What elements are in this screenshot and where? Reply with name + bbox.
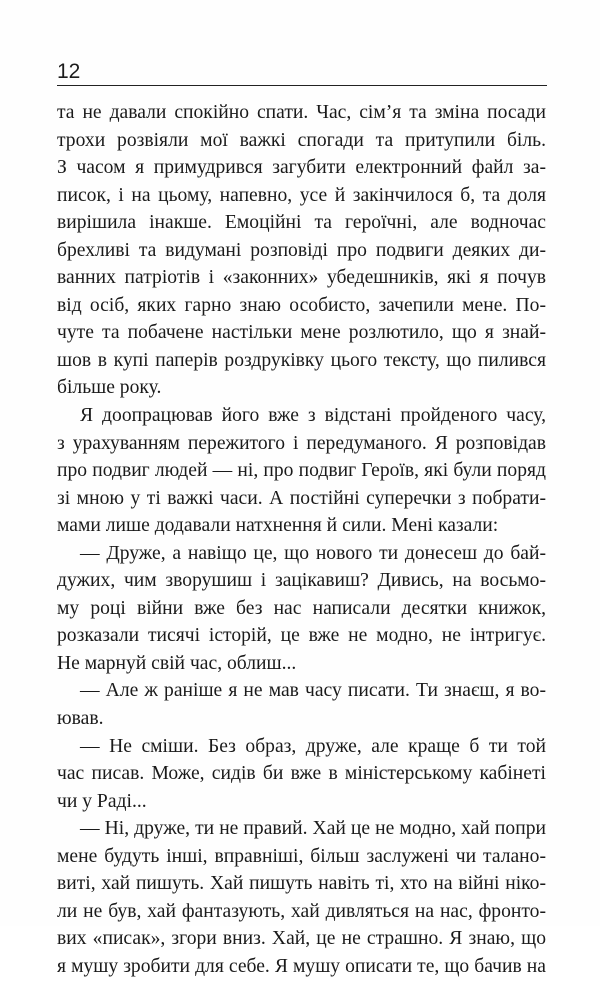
text-line: ванних патріотів і «законних» убедешників, які я почув bbox=[57, 267, 546, 289]
text-line: писок, і на цьому, напевно, усе й закінчилося б, та доля bbox=[57, 184, 546, 206]
text-line: Я доопрацював його вже з відстані пройденого часу, bbox=[80, 405, 546, 427]
text-line: мене будуть інші, вправніші, більш заслужені чи талано- bbox=[57, 845, 546, 867]
text-line: більше року. bbox=[57, 377, 162, 399]
text-line: з урахуванням пережитого і передуманого. Я розповідав bbox=[57, 432, 546, 454]
text-line: виті, хай пишуть. Хай пишуть навіть ті, хто на війні ніко- bbox=[57, 873, 546, 895]
text-line: Не марнуй свій час, облиш... bbox=[57, 652, 297, 674]
text-line: ли не був, хай фантазують, хай дивляться на нас, фронто- bbox=[57, 900, 546, 922]
text-line: вих «писак», згори вниз. Хай, це не страшно. Я знаю, що bbox=[57, 928, 546, 950]
text-line: му році війни вже без нас написали десятки книжок, bbox=[57, 597, 546, 619]
text-line: від осіб, яких гарно знаю особисто, зачепили мене. По- bbox=[57, 294, 546, 316]
text-line: я мушу зробити для себе. Я мушу описати те, що бачив на bbox=[57, 955, 546, 977]
text-line: вирішила інакше. Емоційні та героїчні, але водночас bbox=[57, 212, 546, 234]
header-rule bbox=[57, 85, 547, 86]
text-line: чи у Раді... bbox=[57, 790, 147, 812]
text-line: розказали тисячі історій, це вже не модно, не інтригує. bbox=[57, 625, 546, 647]
text-line: — Не сміши. Без образ, друже, але краще б ти той bbox=[80, 735, 546, 757]
text-line: ював. bbox=[57, 708, 104, 730]
text-line: час писав. Може, сидів би вже в міністерському кабінеті bbox=[57, 763, 546, 785]
text-line: трохи розвіяли мої важкі спогади та притупили біль. bbox=[57, 129, 546, 151]
text-line: про подвиг людей — ні, про подвиг Героїв, які були поряд bbox=[57, 460, 546, 482]
text-line: брехливі та видумані розповіді про подвиги деяких ди- bbox=[57, 239, 546, 261]
text-line: дужих, чим зворушиш і зацікавиш? Дивись, на восьмо- bbox=[57, 570, 546, 592]
text-line: та не давали спокійно спати. Час, сім’я та зміна посади bbox=[57, 102, 546, 123]
text-line: шов в купі паперів роздруківку цього тексту, що пилився bbox=[57, 349, 546, 371]
page-number: 12 bbox=[57, 60, 81, 83]
text-line: — Але ж раніше я не мав часу писати. Ти знаєш, я во- bbox=[80, 680, 546, 702]
text-line: зі мною у ті важкі часи. А постійні суперечки з побрати- bbox=[57, 487, 546, 509]
text-line: З часом я примудрився загубити електронний файл за- bbox=[57, 157, 546, 179]
text-line: — Друже, а навіщо це, що нового ти донесеш до бай- bbox=[80, 542, 546, 564]
text-line: мами лише додавали натхнення й сили. Мені казали: bbox=[57, 515, 499, 537]
text-line: чуте та побачене настільки мене розлютило, що я знай- bbox=[57, 322, 546, 344]
text-line: — Ні, друже, ти не правий. Хай це не модно, хай попри bbox=[80, 818, 546, 840]
body-text bbox=[57, 99, 546, 981]
